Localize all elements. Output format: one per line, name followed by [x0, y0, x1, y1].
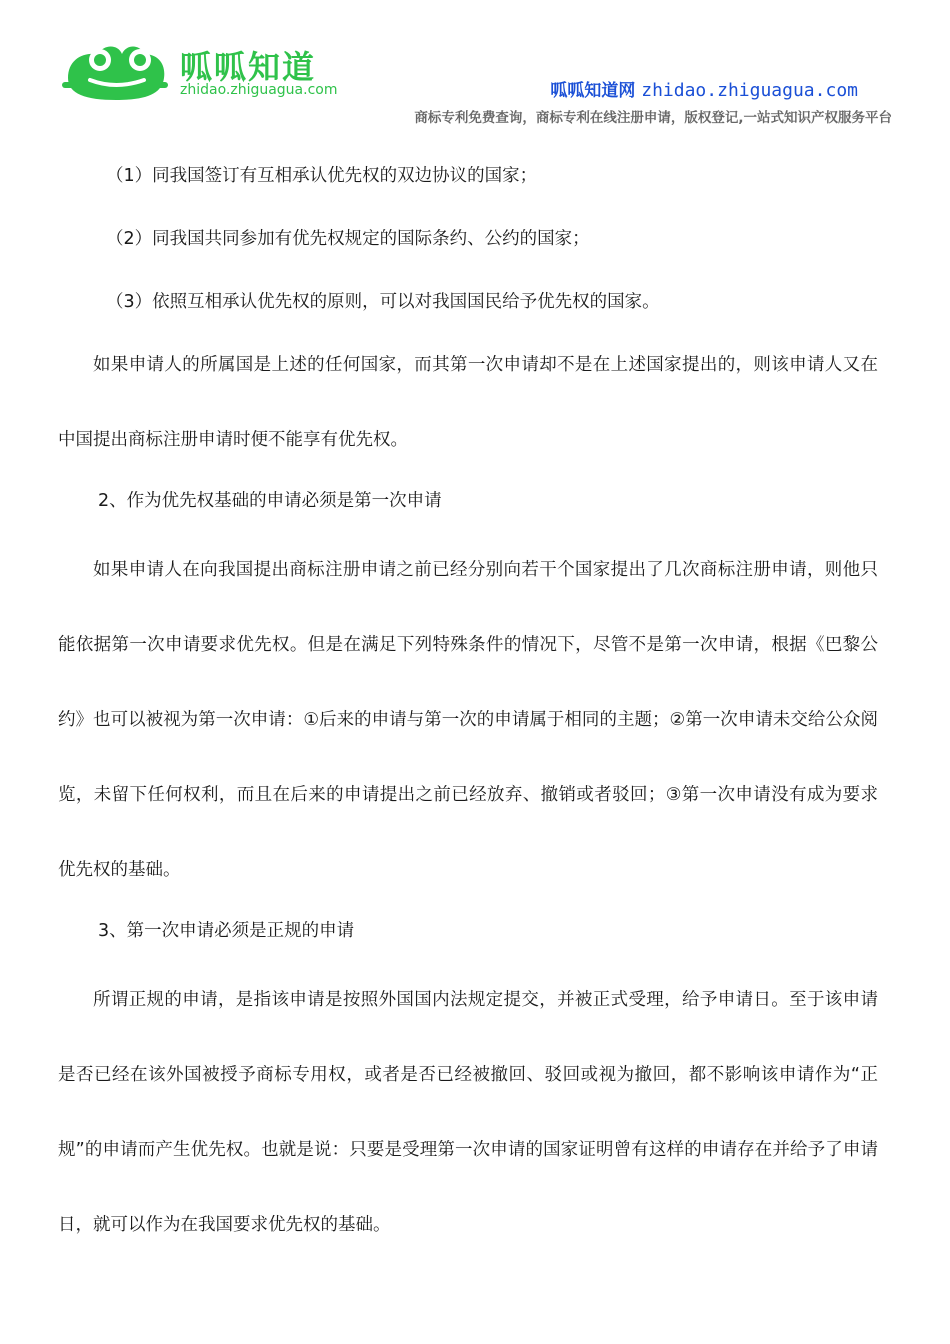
site-url: zhidao.zhiguagua.com — [641, 80, 858, 101]
section-heading-2: 2、作为优先权基础的申请必须是第一次申请 — [98, 491, 442, 511]
list-item-3: （3）依照互相承认优先权的原则，可以对我国国民给予优先权的国家。 — [106, 292, 660, 312]
paragraph-1: 如果申请人的所属国是上述的任何国家，而其第一次申请却不是在上述国家提出的，则该申请人又在中国提出商标注册申请时便不能享有优先权。 — [58, 355, 878, 450]
list-item-1: （1）同我国签订有互相承认优先权的双边协议的国家； — [106, 166, 538, 186]
logo-domain: zhidao.zhiguagua.com — [180, 82, 338, 98]
frog-logo-icon — [60, 38, 170, 104]
site-slogan: 商标专利免费查询，商标专利在线注册申请，版权登记,一站式知识产权服务平台 — [414, 110, 892, 126]
site-link[interactable] — [550, 76, 858, 101]
site-name: 呱呱知道网 — [550, 81, 636, 101]
page-header — [0, 0, 950, 130]
document-body — [58, 145, 878, 1263]
paragraph-2: 如果申请人在向我国提出商标注册申请之前已经分别向若干个国家提出了几次商标注册申请，则他只能依据第一次申请要求优先权。但是在满足下列特殊条件的情况下，尽管不是第一次申请，根据《巴黎公约》也可以被视为第一次申请：①后来的申请与第一次的申请属于相同的主题；②第一次申请未交给公众阅览，未留下任何权利，而且在后来的申请提出之前已经放弃、撤销或者驳回；③第一次申请没有成为要求优先权的基础。 — [58, 560, 878, 880]
paragraph-3: 所谓正规的申请，是指该申请是按照外国国内法规定提交，并被正式受理，给予申请日。至于该申请是否已经在该外国被授予商标专用权，或者是否已经被撤回、驳回或视为撤回，都不影响该申请作为“正规”的申请而产生优先权。也就是说：只要是受理第一次申请的国家证明曾有这样的申请存在并给予了申请日，就可以作为在我国要求优先权的基础。 — [58, 990, 878, 1235]
list-item-2: （2）同我国共同参加有优先权规定的国际条约、公约的国家； — [106, 229, 590, 249]
site-logo[interactable] — [60, 38, 360, 108]
logo-title: 呱呱知道 — [180, 48, 317, 86]
section-heading-3: 3、第一次申请必须是正规的申请 — [98, 921, 355, 941]
